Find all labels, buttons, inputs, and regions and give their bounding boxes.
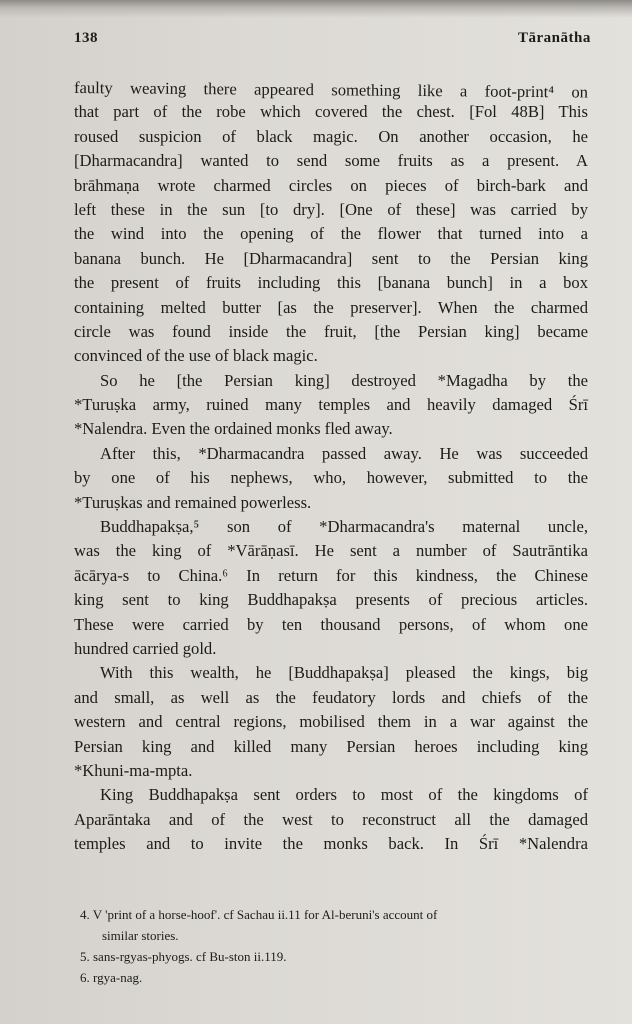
text-line: the wind into the opening of the flower that turned into a — [74, 224, 588, 244]
text-line: temples and to invite the monks back. In Śrī *Nalendra — [74, 834, 588, 854]
text-line: by one of his nephews, who, however, submitted to the — [74, 468, 588, 488]
page-number: 138 — [74, 30, 98, 46]
footnote-4: 4. V 'print of a horse-hoof'. cf Sachau ii.11 for Al-beruni's account of — [80, 907, 438, 922]
text-line: *Khuni-ma-mpta. — [74, 760, 193, 780]
text-line: western and central regions, mobilised them in a war against the — [74, 712, 588, 732]
text-line: roused suspicion of black magic. On another occasion, he — [74, 126, 588, 146]
text-line: Aparāntaka and of the west to reconstruct all the damaged — [74, 809, 588, 829]
text-line: These were carried by ten thousand persons, of whom one — [74, 614, 588, 634]
text-line: hundred carried gold. — [74, 638, 217, 658]
text-line: that part of the robe which covered the chest. [Fol 48B] This — [74, 102, 588, 122]
text-line: King Buddhapakṣa sent orders to most of the kingdoms of — [100, 785, 588, 805]
text-line: *Turuṣka army, ruined many temples and heavily damaged Śrī — [74, 395, 588, 415]
text-line: brāhmaṇa wrote charmed circles on pieces of birch-bark and — [74, 175, 588, 195]
text-line: the present of fruits including this [banana bunch] in a box — [74, 273, 588, 293]
text-line: After this, *Dharmacandra passed away. He was succeeded — [100, 443, 588, 463]
text-line: was the king of *Vārāṇasī. He sent a number of Sautrāntika — [74, 541, 588, 561]
text-line: king sent to king Buddhapakṣa presents of precious articles. — [74, 590, 588, 610]
text-line: ācārya-s to China.⁶ In return for this kindness, the Chinese — [74, 565, 588, 585]
footnote-4-continued: similar stories. — [102, 928, 179, 943]
text-line: Buddhapakṣa,⁵ son of *Dharmacandra's maternal uncle, — [100, 517, 588, 537]
text-line: With this wealth, he [Buddhapakṣa] pleased the kings, big — [100, 663, 588, 683]
text-line: *Nalendra. Even the ordained monks fled away. — [74, 419, 393, 439]
footnote-5: 5. sans-rgyas-phyogs. cf Bu-ston ii.119. — [80, 949, 287, 964]
text-line: [Dharmacandra] wanted to send some fruits as a present. A — [74, 151, 588, 171]
text-line: convinced of the use of black magic. — [74, 346, 318, 366]
text-line: containing melted butter [as the preserver]. When the charmed — [74, 297, 588, 317]
footnote-6: 6. rgya-nag. — [80, 970, 143, 985]
text-line: and small, as well as the feudatory lords and chiefs of the — [74, 687, 588, 707]
footnotes — [80, 904, 600, 988]
running-head: Tāranātha — [518, 30, 591, 46]
text-line: *Turuṣkas and remained powerless. — [74, 492, 312, 512]
text-line: faulty weaving there appeared something like a foot-print⁴ on — [73, 78, 589, 102]
text-line: left these in the sun [to dry]. [One of these] was carried by — [74, 199, 588, 219]
text-line: circle was found inside the fruit, [the Persian king] became — [74, 321, 588, 341]
body-text — [74, 76, 588, 857]
text-line: So he [the Persian king] destroyed *Magadha by the — [100, 370, 588, 390]
page-top-shadow — [0, 0, 632, 18]
text-line: banana bunch. He [Dharmacandra] sent to the Persian king — [74, 248, 588, 268]
text-line: Persian king and killed many Persian heroes including king — [74, 736, 588, 756]
